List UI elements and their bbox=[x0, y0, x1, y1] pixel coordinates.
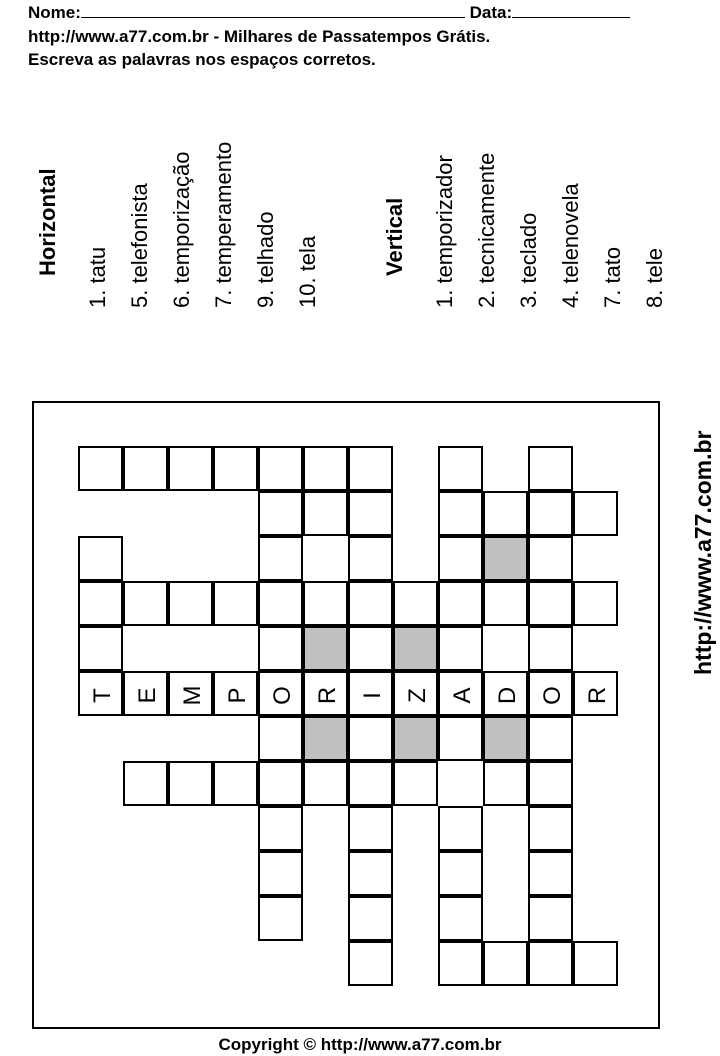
given-letter: P bbox=[223, 687, 251, 704]
site-line: http://www.a77.com.br - Milhares de Passatempos Grátis. bbox=[28, 27, 491, 46]
given-letter: M bbox=[178, 685, 206, 706]
horizontal-clue-9: 9. telhado bbox=[253, 211, 278, 308]
horizontal-clue-1: 1. tatu bbox=[85, 246, 110, 308]
vertical-clue-3: 3. teclado bbox=[516, 212, 541, 308]
footer-copyright: Copyright © http://www.a77.com.br bbox=[218, 1035, 502, 1054]
given-letter: O bbox=[538, 686, 566, 705]
given-letter: D bbox=[493, 686, 521, 705]
given-letter: E bbox=[133, 687, 161, 704]
header-name-date-line bbox=[28, 2, 630, 23]
given-letter: O bbox=[268, 686, 296, 705]
vertical-clue-7: 7. tato bbox=[600, 246, 625, 308]
given-letter: T bbox=[88, 688, 116, 703]
horizontal-clue-6: 6. temporização bbox=[169, 151, 194, 308]
given-letter: R bbox=[583, 686, 611, 705]
given-letter: A bbox=[448, 687, 476, 704]
side-url: http://www.a77.com.br bbox=[690, 430, 716, 675]
crossword-frame bbox=[32, 401, 660, 1029]
vertical-clue-2: 2. tecnicamente bbox=[474, 152, 499, 308]
vertical-clue-1: 1. temporizador bbox=[432, 155, 457, 308]
name-blank-line[interactable] bbox=[81, 2, 465, 18]
given-letter: I bbox=[358, 692, 386, 699]
given-letter: Z bbox=[403, 688, 431, 703]
vertical-clue-4: 4. telenovela bbox=[558, 183, 583, 308]
vertical-heading: Vertical bbox=[382, 197, 407, 276]
date-blank-line[interactable] bbox=[512, 2, 630, 18]
horizontal-clue-7: 7. temperamento bbox=[211, 141, 236, 308]
date-label: Data: bbox=[469, 3, 513, 22]
horizontal-clue-5: 5. telefonista bbox=[127, 183, 152, 308]
horizontal-heading: Horizontal bbox=[35, 168, 60, 276]
instruction-line: Escreva as palavras nos espaços corretos. bbox=[28, 50, 376, 69]
given-letter: R bbox=[313, 686, 341, 705]
vertical-clue-8: 8. tele bbox=[642, 248, 667, 308]
name-label: Nome: bbox=[28, 3, 81, 22]
horizontal-clue-10: 10. tela bbox=[295, 235, 320, 308]
